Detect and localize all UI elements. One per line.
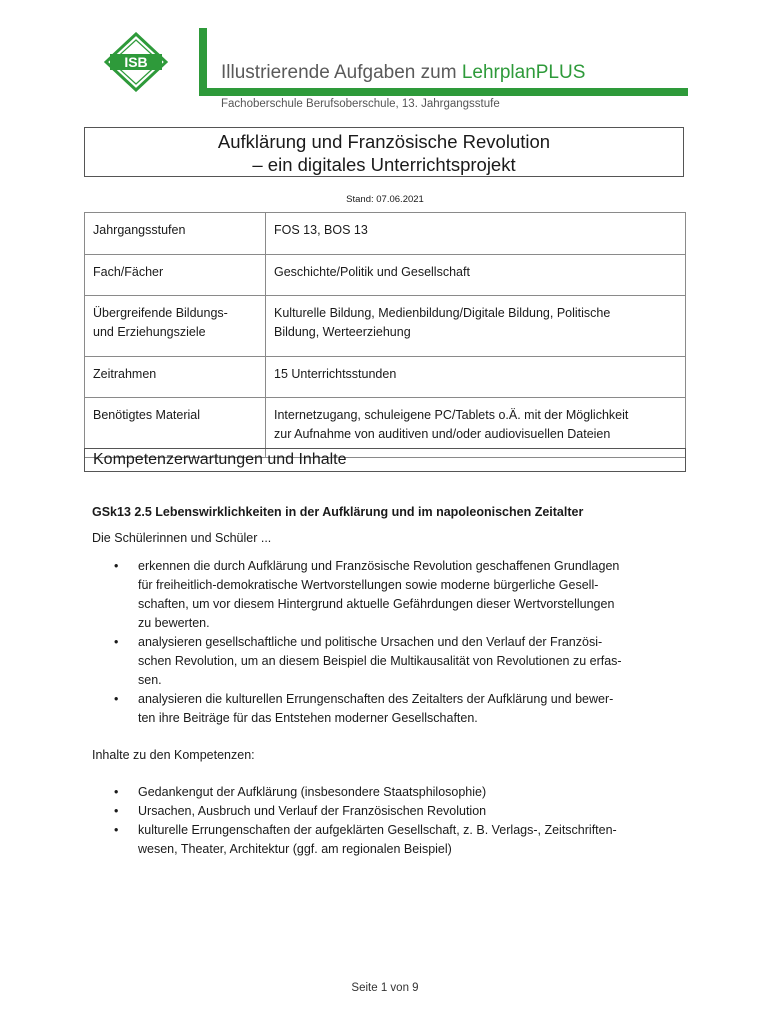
title-line-2: – ein digitales Unterrichtsprojekt [252, 154, 516, 175]
header-vertical-bar [199, 28, 207, 96]
info-value: FOS 13, BOS 13 [266, 213, 686, 255]
list-item: • erkennen die durch Aufklärung und Französische Revolution geschaffenen Grundlagen für freiheitlich-demokratische Wertvorstellungen sowie moderne bürgerliche Gesell- schaften, um vor diesem Hintergrund aktuelle Gefährdungen dieser Wertvorstellungen zu bewerten. [92, 557, 677, 633]
isb-logo [104, 32, 168, 92]
info-row [85, 213, 686, 255]
list-item: • analysieren die kulturellen Errungenschaften des Zeitalters der Aufklärung und bewer- ten ihre Beiträge für das Entstehen moderner Gesellschaften. [92, 690, 677, 728]
list-item: • kulturelle Errungenschaften der aufgeklärten Gesellschaft, z. B. Verlags-, Zeitschriften- wesen, Theater, Architektur (ggf. am regionalen Beispiel) [92, 821, 677, 859]
info-row [85, 296, 686, 357]
header-title-prefix: Illustrierende Aufgaben zum [221, 62, 462, 83]
stand-date: Stand: 07.06.2021 [346, 194, 424, 205]
header-subtitle: Fachoberschule Berufsoberschule, 13. Jahrgangsstufe [221, 98, 500, 110]
competency-list [92, 557, 677, 728]
info-label: Benötigtes Material [85, 398, 266, 458]
contents-heading: Inhalte zu den Kompetenzen: [92, 748, 255, 762]
section-heading: Kompetenzerwartungen und Inhalte [84, 448, 686, 472]
info-label: Fach/Fächer [85, 255, 266, 296]
gsk-heading: GSk13 2.5 Lebenswirklichkeiten in der Aufklärung und im napoleonischen Zeitalter [92, 505, 584, 519]
title-line-1: Aufklärung und Französische Revolution [217, 131, 551, 152]
info-label: Jahrgangsstufen [85, 213, 266, 255]
info-value: Internetzugang, schuleigene PC/Tablets o.Ä. mit der Möglichkeit zur Aufnahme von auditiven und/oder audiovisuellen Dateien [266, 398, 686, 458]
info-value: 15 Unterrichtsstunden [266, 357, 686, 398]
info-label: Übergreifende Bildungs- und Erziehungsziele [85, 296, 266, 357]
list-item: • analysieren gesellschaftliche und politische Ursachen und den Verlauf der Französi- schen Revolution, um an diesem Beispiel die Multikausalität von Revolutionen zu erfas- sen. [92, 633, 677, 690]
info-table [84, 212, 686, 458]
header-horizontal-bar [199, 88, 688, 96]
header-title [221, 62, 585, 84]
contents-list [92, 783, 677, 859]
list-item: • Ursachen, Ausbruch und Verlauf der Französischen Revolution [92, 802, 677, 821]
info-row [85, 255, 686, 296]
info-row [85, 357, 686, 398]
info-label: Zeitrahmen [85, 357, 266, 398]
page-footer: Seite 1 von 9 [351, 982, 419, 994]
list-item: • Gedankengut der Aufklärung (insbesondere Staatsphilosophie) [92, 783, 677, 802]
info-value: Kulturelle Bildung, Medienbildung/Digitale Bildung, Politische Bildung, Werteerziehung [266, 296, 686, 357]
info-value: Geschichte/Politik und Gesellschaft [266, 255, 686, 296]
header-title-accent: LehrplanPLUS [461, 62, 586, 83]
intro-text: Die Schülerinnen und Schüler ... [92, 531, 272, 545]
logo-text: ISB [124, 54, 148, 70]
document-title-box [84, 127, 684, 177]
